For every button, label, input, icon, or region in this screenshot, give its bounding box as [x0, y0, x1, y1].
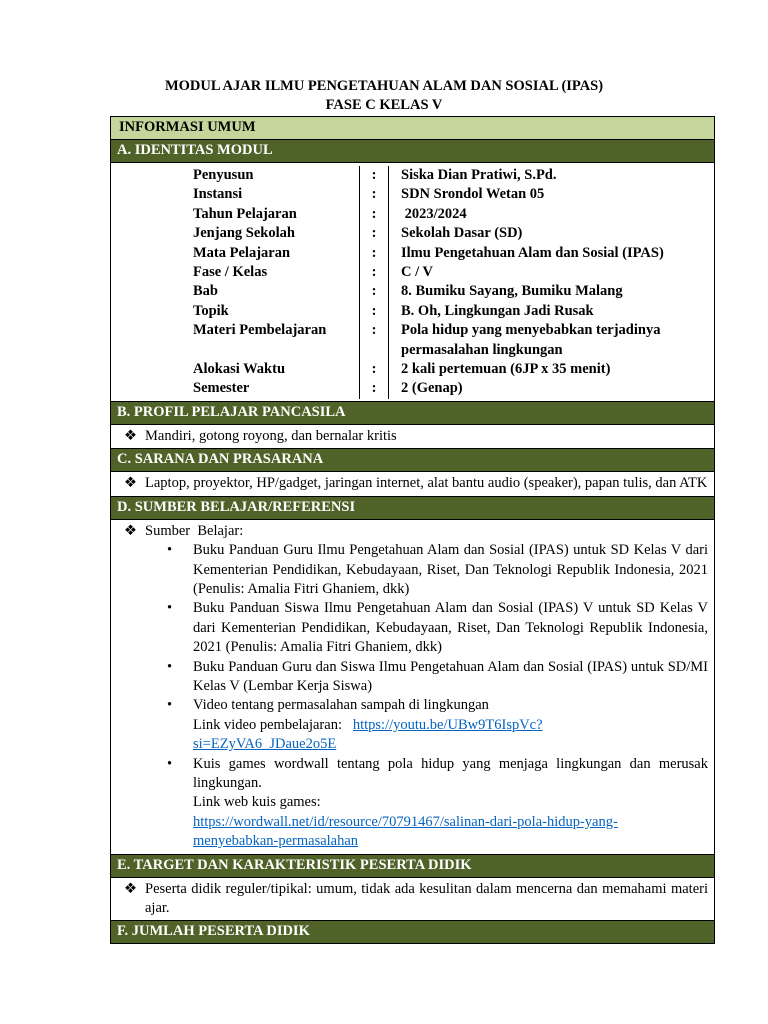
identity-row: Fase / Kelas : C / V	[111, 263, 714, 282]
bullet-icon: •	[167, 542, 173, 559]
diamond-bullet-icon: ❖	[124, 475, 137, 492]
document-subtitle: FASE C KELAS V	[325, 97, 443, 113]
section-c-header: C. SARANA DAN PRASARANA	[111, 449, 714, 472]
section-a-header: A. IDENTITAS MODUL	[111, 140, 714, 163]
document-title: MODUL AJAR ILMU PENGETAHUAN ALAM DAN SOSIAL (IPAS)	[164, 78, 604, 94]
section-f-header: F. JUMLAH PESERTA DIDIK	[111, 921, 714, 943]
list-item: ❖ Mandiri, gotong royong, dan bernalar kritis	[117, 427, 708, 446]
section-c-body	[111, 472, 714, 496]
diamond-bullet-icon: ❖	[124, 880, 137, 897]
bullet-icon: •	[167, 755, 173, 772]
identity-row: Materi Pembelajaran : Pola hidup yang menyebabkan terjadinya	[111, 321, 714, 340]
bullet-icon: •	[167, 658, 173, 675]
section-d-header: D. SUMBER BELAJAR/REFERENSI	[111, 497, 714, 520]
section-b-body	[111, 425, 714, 449]
section-b-header: B. PROFIL PELAJAR PANCASILA	[111, 402, 714, 425]
bullet-icon: •	[167, 600, 173, 617]
module-table	[110, 116, 715, 944]
identity-row: Tahun Pelajaran : 2023/2024	[111, 205, 714, 224]
bullet-icon: •	[167, 697, 173, 714]
list-item: • Video tentang permasalahan sampah di lingkungan Link video pembelajaran: https://youtu.be/UBw9T6IspVc? si=EZyVA6_JDaue2o5E	[167, 696, 708, 754]
identity-row: Topik : B. Oh, Lingkungan Jadi Rusak	[111, 302, 714, 321]
quiz-link[interactable]: https://wordwall.net/id/resource/70791467/salinan-dari-pola-hidup-yang-	[193, 813, 618, 830]
identity-row: Bab : 8. Bumiku Sayang, Bumiku Malang	[111, 282, 714, 301]
identity-table	[111, 163, 714, 402]
list-item: • Buku Panduan Guru dan Siswa Ilmu Pengetahuan Alam dan Sosial (IPAS) untuk SD/MI Kelas V (Lembar Kerja Siswa)	[167, 658, 708, 697]
video-link-continued[interactable]: si=EZyVA6_JDaue2o5E	[193, 736, 337, 753]
section-e-header: E. TARGET DAN KARAKTERISTIK PESERTA DIDIK	[111, 855, 714, 878]
identity-row: Alokasi Waktu : 2 kali pertemuan (6JP x 35 menit)	[111, 360, 714, 379]
list-item: ❖ Sumber Belajar:	[117, 522, 708, 541]
list-item: • Buku Panduan Siswa Ilmu Pengetahuan Alam dan Sosial (IPAS) V untuk SD Kelas V dari Kementerian Pendidikan, Kebudayaan, Riset, Dan Teknologi Republik Indonesia, 2021 (Penulis: Amalia Fitri Ghaniem, dkk)	[167, 599, 708, 657]
identity-row: Instansi : SDN Srondol Wetan 05	[111, 185, 714, 204]
section-e-body	[111, 878, 714, 922]
identity-row: Semester : 2 (Genap)	[111, 379, 714, 398]
video-link[interactable]: https://youtu.be/UBw9T6IspVc?	[352, 716, 543, 733]
identity-row: permasalahan lingkungan	[111, 341, 714, 360]
list-item: • Kuis games wordwall tentang pola hidup yang menjaga lingkungan dan merusak lingkungan. Link web kuis games: https://wordwall.net/id/resource/70791467/salinan-dari-pola-hidup-yang- menyebabkan-permasalahan	[167, 755, 708, 852]
identity-row: Jenjang Sekolah : Sekolah Dasar (SD)	[111, 224, 714, 243]
diamond-bullet-icon: ❖	[124, 522, 137, 539]
section-d-body	[111, 520, 714, 855]
identity-row: Penyusun : Siska Dian Pratiwi, S.Pd.	[111, 166, 714, 185]
list-item: ❖ Peserta didik reguler/tipikal: umum, tidak ada kesulitan dalam mencerna dan memahami materi ajar.	[117, 880, 708, 919]
info-umum-header: INFORMASI UMUM	[111, 117, 714, 140]
list-item: ❖ Laptop, proyektor, HP/gadget, jaringan internet, alat bantu audio (speaker), papan tulis, dan ATK	[117, 474, 708, 493]
quiz-link-continued[interactable]: menyebabkan-permasalahan	[193, 833, 359, 850]
diamond-bullet-icon: ❖	[124, 427, 137, 444]
identity-row: Mata Pelajaran : Ilmu Pengetahuan Alam dan Sosial (IPAS)	[111, 244, 714, 263]
list-item: • Buku Panduan Guru Ilmu Pengetahuan Alam dan Sosial (IPAS) untuk SD Kelas V dari Kementerian Pendidikan, Kebudayaan, Riset, Dan Teknologi Republik Indonesia, 2021 (Penulis: Amalia Fitri Ghaniem, dkk)	[167, 541, 708, 599]
